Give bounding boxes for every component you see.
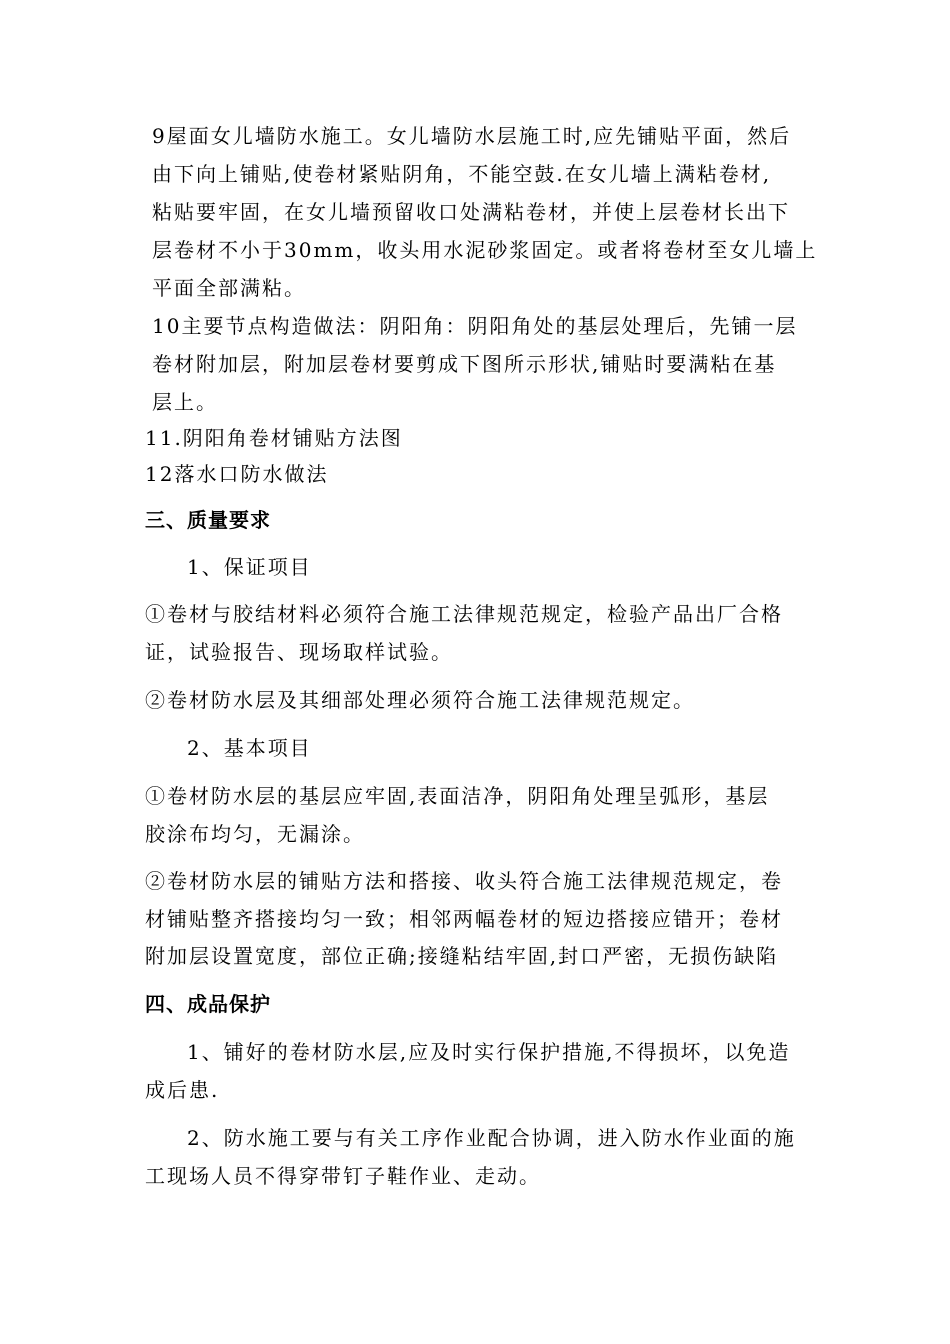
section3-sub2-p1-line-2: 胶涂布均匀，无漏涂。 [145, 822, 365, 846]
section3-sub1-p2: ②卷材防水层及其细部处理必须符合施工法律规范规定。 [145, 688, 695, 712]
section3-sub1-p1-line-2: 证，试验报告、现场取样试验。 [145, 640, 453, 664]
section4-p1-line-1: 1、铺好的卷材防水层,应及时实行保护措施,不得损坏，以免造 [187, 1040, 791, 1064]
item9-line-2: 由下向上铺贴,使卷材紧贴阴角，不能空鼓.在女儿墙上满粘卷材, [152, 162, 772, 186]
section3-sub1: 1、保证项目 [187, 555, 312, 579]
section3-heading: 三、质量要求 [145, 508, 271, 532]
item10-line-1: 10主要节点构造做法：阴阳角：阴阳角处的基层处理后，先铺一层 [152, 314, 798, 338]
item10-line-2: 卷材附加层，附加层卷材要剪成下图所示形状,铺贴时要满粘在基 [152, 352, 777, 376]
item12-line: 12落水口防水做法 [145, 462, 329, 486]
section4-p2-line-2: 工现场人员不得穿带钉子鞋作业、走动。 [145, 1164, 541, 1188]
item10-line-3: 层上。 [152, 390, 218, 414]
item9-line-3: 粘贴要牢固，在女儿墙预留收口处满粘卷材，并使上层卷材长出下 [152, 200, 790, 224]
section3-sub1-p1-line-1: ①卷材与胶结材料必须符合施工法律规范规定，检验产品出厂合格 [145, 602, 783, 626]
section4-p1-line-2: 成后患. [145, 1078, 220, 1102]
section3-sub2-p2-line-3: 附加层设置宽度，部位正确;接缝粘结牢固,封口严密，无损伤缺陷 [145, 944, 779, 968]
section3-sub2: 2、基本项目 [187, 736, 312, 760]
section4-heading: 四、成品保护 [145, 992, 271, 1016]
section3-sub2-p1-line-1: ①卷材防水层的基层应牢固,表面洁净，阴阳角处理呈弧形，基层 [145, 784, 770, 808]
section3-sub2-p2-line-1: ②卷材防水层的铺贴方法和搭接、收头符合施工法律规范规定，卷 [145, 869, 783, 893]
item11-line: 11.阴阳角卷材铺贴方法图 [145, 426, 403, 450]
item9-line-5: 平面全部满粘。 [152, 276, 306, 300]
section3-sub2-p2-line-2: 材铺贴整齐搭接均匀一致；相邻两幅卷材的短边搭接应错开；卷材 [145, 907, 783, 931]
section4-p2-line-1: 2、防水施工要与有关工序作业配合协调，进入防水作业面的施 [187, 1126, 796, 1150]
item9-line-1: 9屋面女儿墙防水施工。女儿墙防水层施工时,应先铺贴平面，然后 [152, 124, 792, 148]
item9-line-4: 层卷材不小于30mm，收头用水泥砂浆固定。或者将卷材至女儿墙上 [152, 238, 818, 262]
